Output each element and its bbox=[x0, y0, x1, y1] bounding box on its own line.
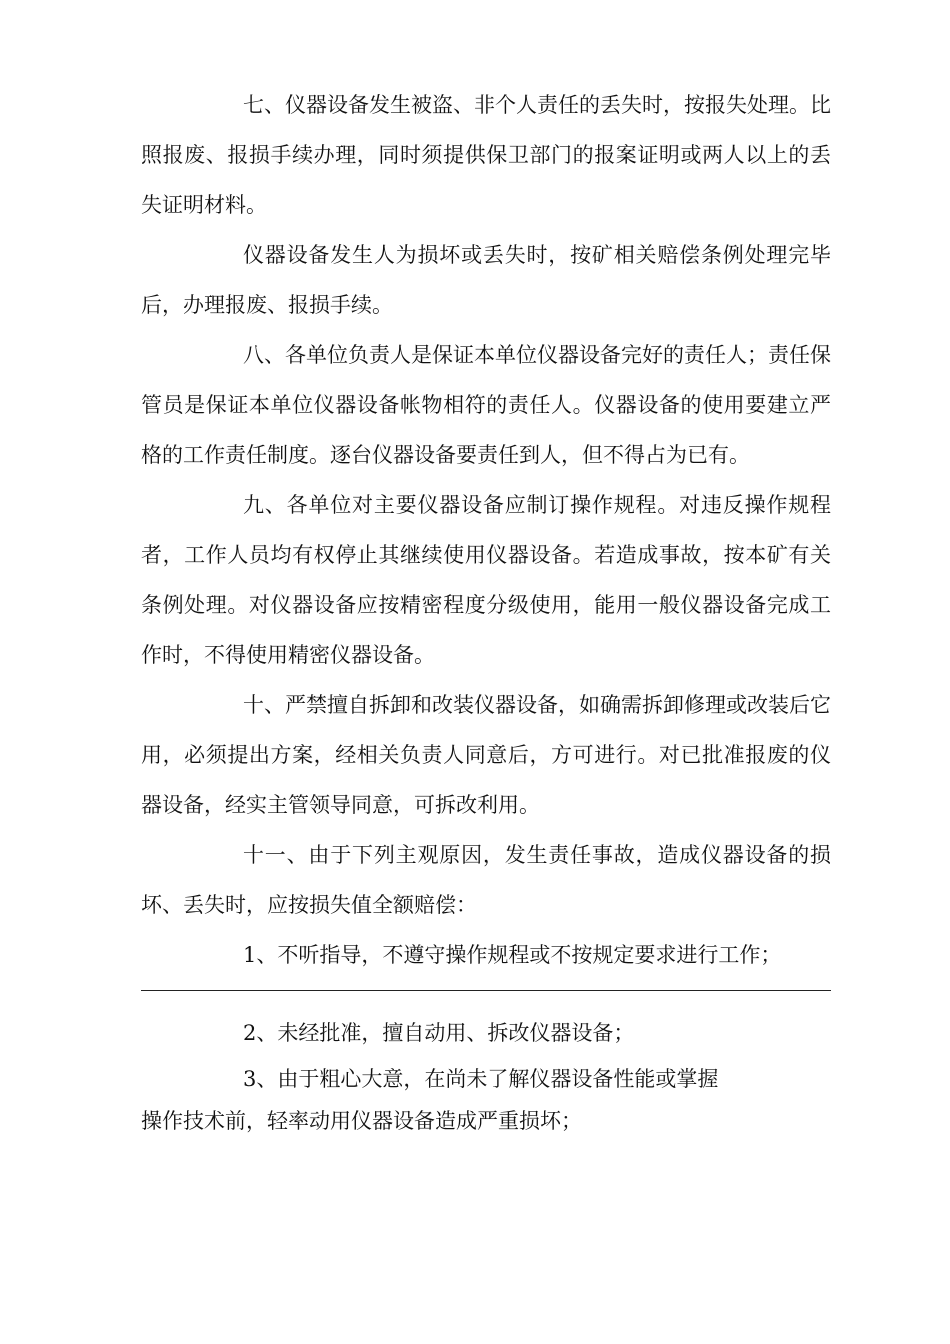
list-item-3-line-1: 3、由于粗心大意，在尚未了解仪器设备性能或掌握 bbox=[243, 1067, 719, 1091]
paragraph-9: 九、各单位对主要仪器设备应制订操作规程。对违反操作规程者，工作人员均有权停止其继续使用仪器设备。若造成事故，按本矿有关条例处理。对仪器设备应按精密程度分级使用，能用一般仪器设备完成工作时，不得使用精密仪器设备。 bbox=[141, 493, 831, 667]
continued-section bbox=[141, 1008, 831, 1142]
list-item-2: 2、未经批准，擅自动用、拆改仪器设备； bbox=[243, 1021, 635, 1045]
list-item-1: 1、不听指导，不遵守操作规程或不按规定要求进行工作； bbox=[243, 943, 782, 967]
paragraph-7-note: 仪器设备发生人为损坏或丢失时，按矿相关赔偿条例处理完毕后，办理报废、报损手续。 bbox=[141, 243, 831, 317]
page-divider bbox=[141, 990, 831, 991]
document-page bbox=[141, 80, 831, 1142]
paragraph-7: 七、仪器设备发生被盗、非个人责任的丢失时，按报失处理。比照报废、报损手续办理，同时须提供保卫部门的报案证明或两人以上的丢失证明材料。 bbox=[141, 93, 831, 217]
paragraph-10: 十、严禁擅自拆卸和改装仪器设备，如确需拆卸修理或改装后它用，必须提出方案，经相关负责人同意后，方可进行。对已批准报废的仪器设备，经实主管领导同意，可拆改利用。 bbox=[141, 693, 831, 817]
paragraph-11: 十一、由于下列主观原因，发生责任事故，造成仪器设备的损坏、丢失时，应按损失值全额赔偿： bbox=[141, 843, 831, 917]
list-item-3-line-2: 操作技术前，轻率动用仪器设备造成严重损坏； bbox=[141, 1109, 582, 1133]
paragraph-8: 八、各单位负责人是保证本单位仪器设备完好的责任人；责任保管员是保证本单位仪器设备帐物相符的责任人。仪器设备的使用要建立严格的工作责任制度。逐台仪器设备要责任到人，但不得占为已有。 bbox=[141, 343, 831, 467]
